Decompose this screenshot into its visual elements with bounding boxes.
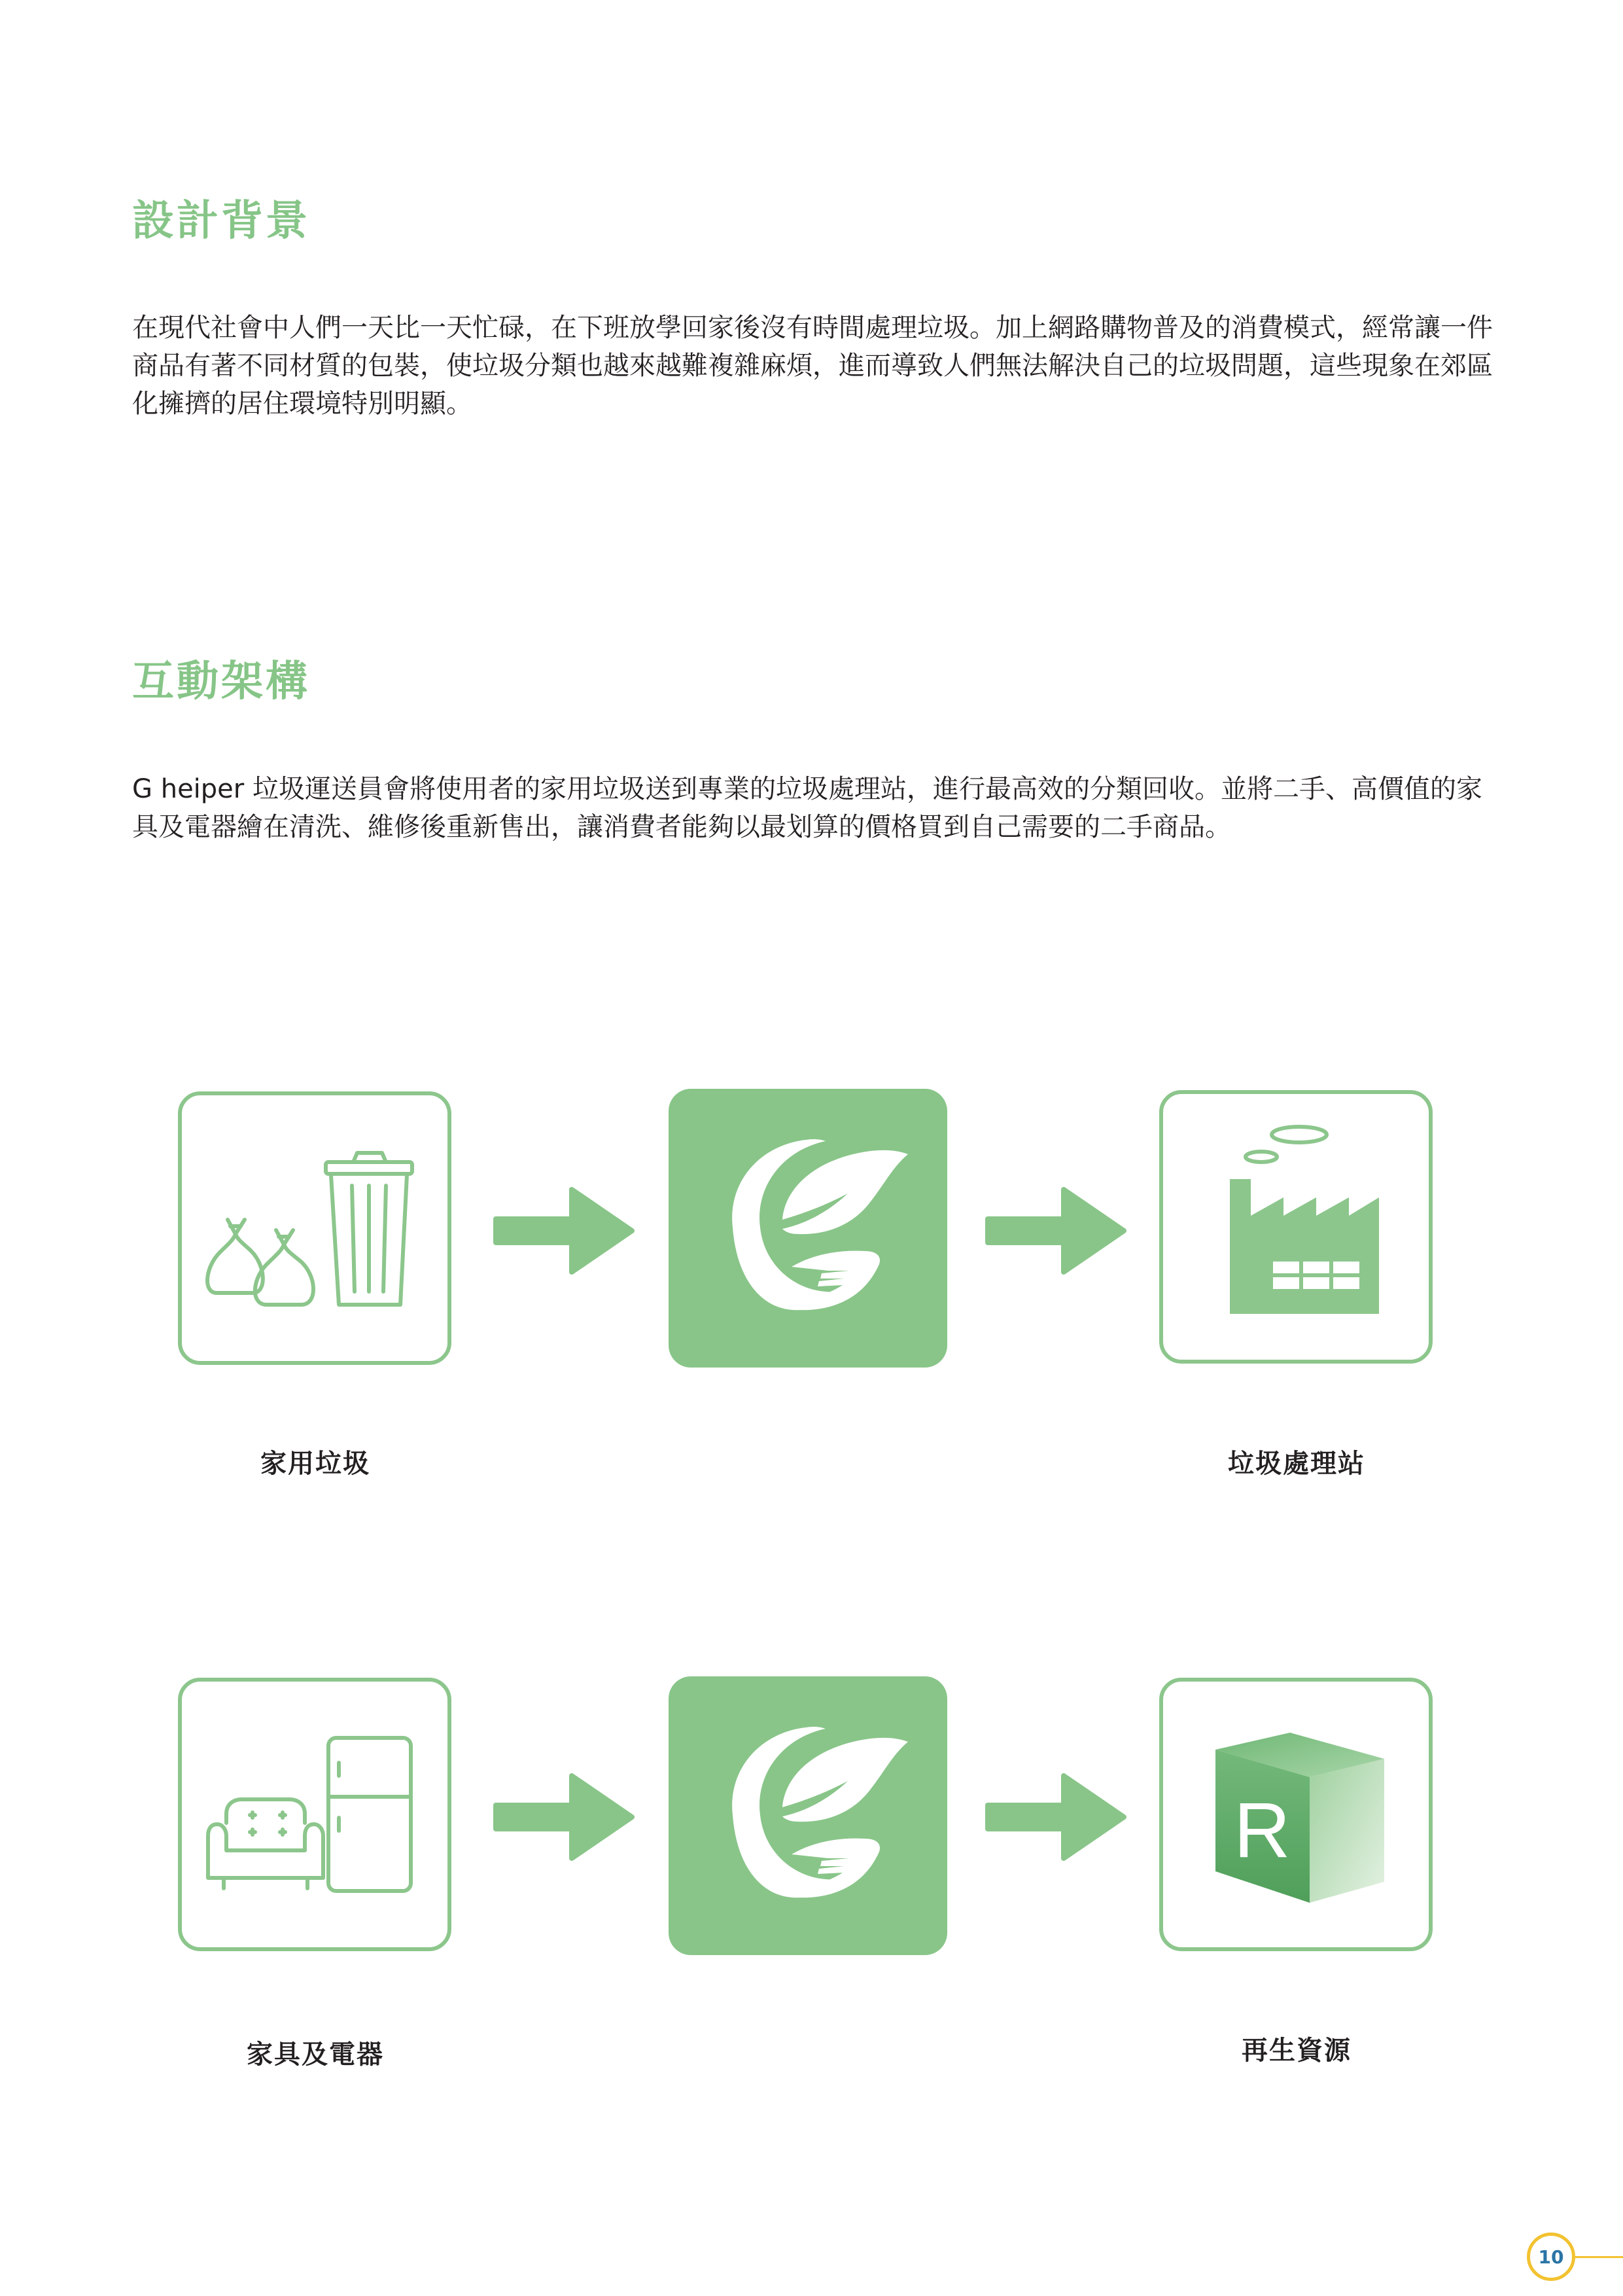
cube-letter: R [1234, 1786, 1291, 1874]
recycled-resource-cube-icon [1163, 1682, 1429, 1947]
flow2-source-label: 家具及電器 [247, 2040, 384, 2070]
processing-station-box [1159, 1090, 1433, 1364]
arrow-right-icon [981, 1183, 1128, 1279]
background-paragraph: 在現代社會中人們一天比一天忙碌，在下班放學回家後沒有時間處理垃圾。加上網路購物普及的消費模式，經常讓一件商品有著不同材質的包裝，使垃圾分類也越來越難複雜麻煩，進而導致人們無法解決自己的垃圾問題，這些現象在郊區化擁擠的居住環境特別明顯。 [132, 313, 1493, 419]
arrow-right-icon [489, 1183, 636, 1279]
g-helper-leaf-hand-logo [669, 1089, 947, 1368]
sofa-refrigerator-icon [182, 1682, 447, 1947]
page-number-rule [1575, 2256, 1623, 2258]
g-helper-logo-box [669, 1089, 947, 1368]
g-helper-leaf-hand-logo [669, 1676, 947, 1955]
g-helper-logo-box [669, 1676, 947, 1955]
recycled-resource-box [1159, 1678, 1433, 1951]
arrow-right-icon [981, 1769, 1128, 1865]
flow1-source-label: 家用垃圾 [260, 1449, 370, 1479]
flow2-target-label: 再生資源 [1242, 2036, 1352, 2066]
arrow-right-icon [489, 1769, 636, 1865]
factory-icon [1163, 1094, 1429, 1360]
section-title-architecture: 互動架構 [132, 658, 310, 706]
flow1-target-label: 垃圾處理站 [1228, 1449, 1365, 1479]
section-title-background: 設計背景 [132, 197, 310, 245]
page-number: 10 [1527, 2233, 1575, 2281]
garbage-bags-trash-can-icon [182, 1095, 447, 1361]
furniture-appliance-box [178, 1678, 451, 1951]
architecture-paragraph: G heiper 垃圾運送員會將使用者的家用垃圾送到專業的垃圾處理站，進行最高效的分類回收。並將二手、高價值的家具及電器繪在清洗、維修後重新售出，讓消費者能夠以最划算的價格買到自己需要的二手商品。 [132, 774, 1482, 842]
household-garbage-box [178, 1091, 451, 1365]
